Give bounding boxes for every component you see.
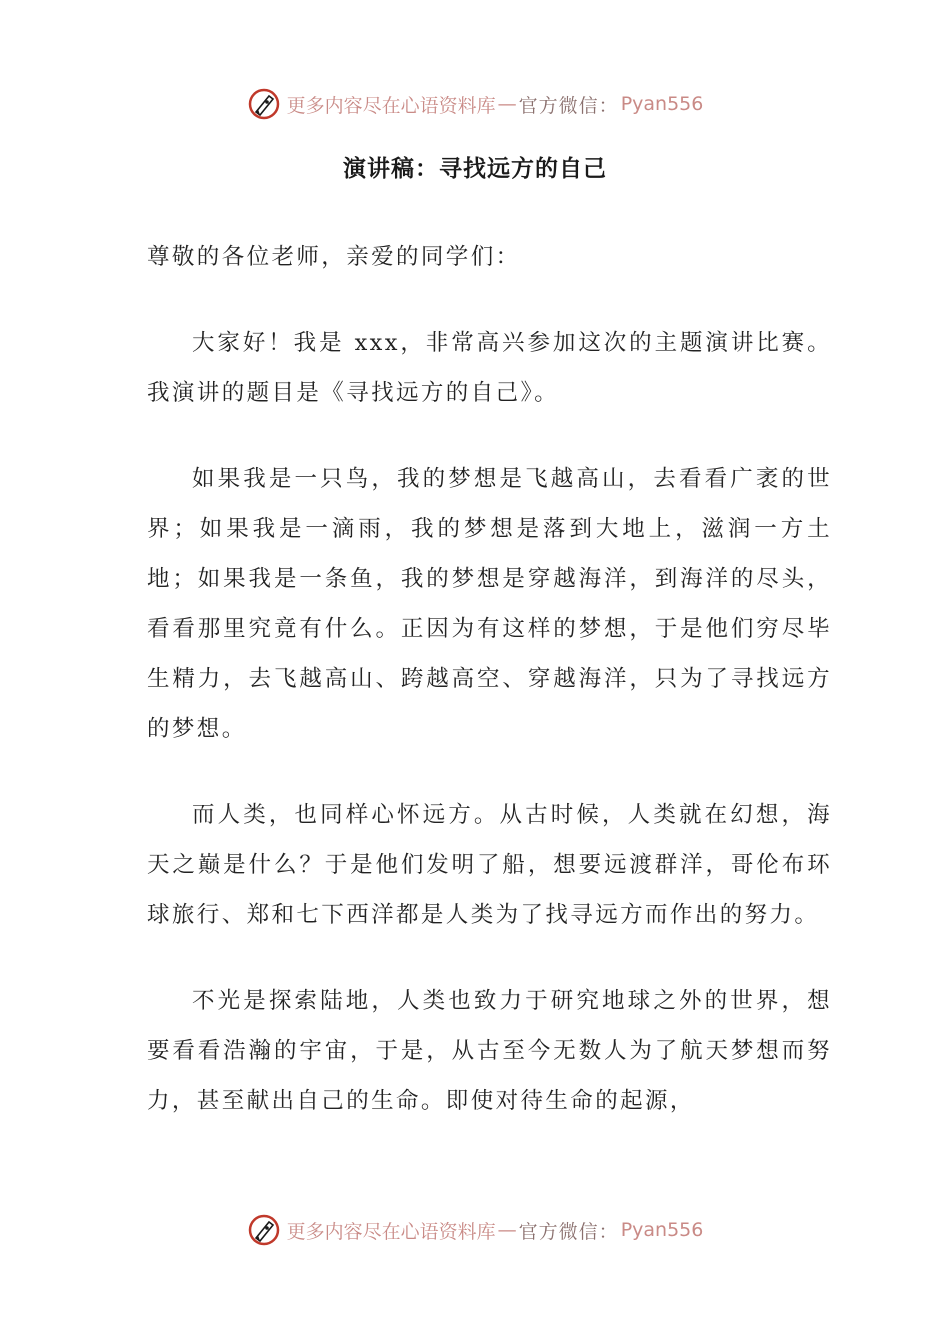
paragraph-4: 不光是探索陆地，人类也致力于研究地球之外的世界，想要看看浩瀚的宇宙，于是，从古至今无数人为了航天梦想而努力，甚至献出自己的生命。即使对待生命的起源， — [147, 988, 832, 1114]
document-title: 演讲稿：寻找远方的自己 — [343, 156, 607, 182]
salutation: 尊敬的各位老师，亲爱的同学们： — [147, 244, 521, 270]
banner-wechat-label: 官方微信： — [518, 1220, 619, 1243]
banner-wechat-id: Pyan556 — [620, 93, 704, 115]
banner-dash: — — [497, 1219, 517, 1241]
banner-site-text: 更多内容尽在心语资料库 — [286, 1220, 496, 1243]
footer-banner — [0, 1208, 950, 1252]
header-banner — [0, 82, 950, 126]
banner-wechat-id: Pyan556 — [620, 1219, 704, 1241]
paragraph-1: 大家好！我是 xxx，非常高兴参加这次的主题演讲比赛。我演讲的题目是《寻找远方的自己》。 — [147, 330, 832, 406]
banner-site-text: 更多内容尽在心语资料库 — [286, 94, 496, 117]
banner-wechat-label: 官方微信： — [518, 94, 619, 117]
paragraph-2: 如果我是一只鸟，我的梦想是飞越高山，去看看广袤的世界；如果我是一滴雨，我的梦想是落到大地上，滋润一方土地；如果我是一条鱼，我的梦想是穿越海洋，到海洋的尽头，看看那里究竟有什么。正因为有这样的梦想，于是他们穷尽毕生精力，去飞越高山、跨越高空、穿越海洋，只为了寻找远方的梦想。 — [147, 466, 832, 742]
paragraph-3: 而人类，也同样心怀远方。从古时候，人类就在幻想，海天之巅是什么？于是他们发明了船，想要远渡群洋，哥伦布环球旅行、郑和七下西洋都是人类为了找寻远方而作出的努力。 — [147, 802, 832, 928]
pen-nib-logo-icon — [247, 87, 281, 121]
pen-nib-logo-icon — [247, 1213, 281, 1247]
banner-dash: — — [497, 93, 517, 115]
document-body — [147, 232, 832, 1162]
